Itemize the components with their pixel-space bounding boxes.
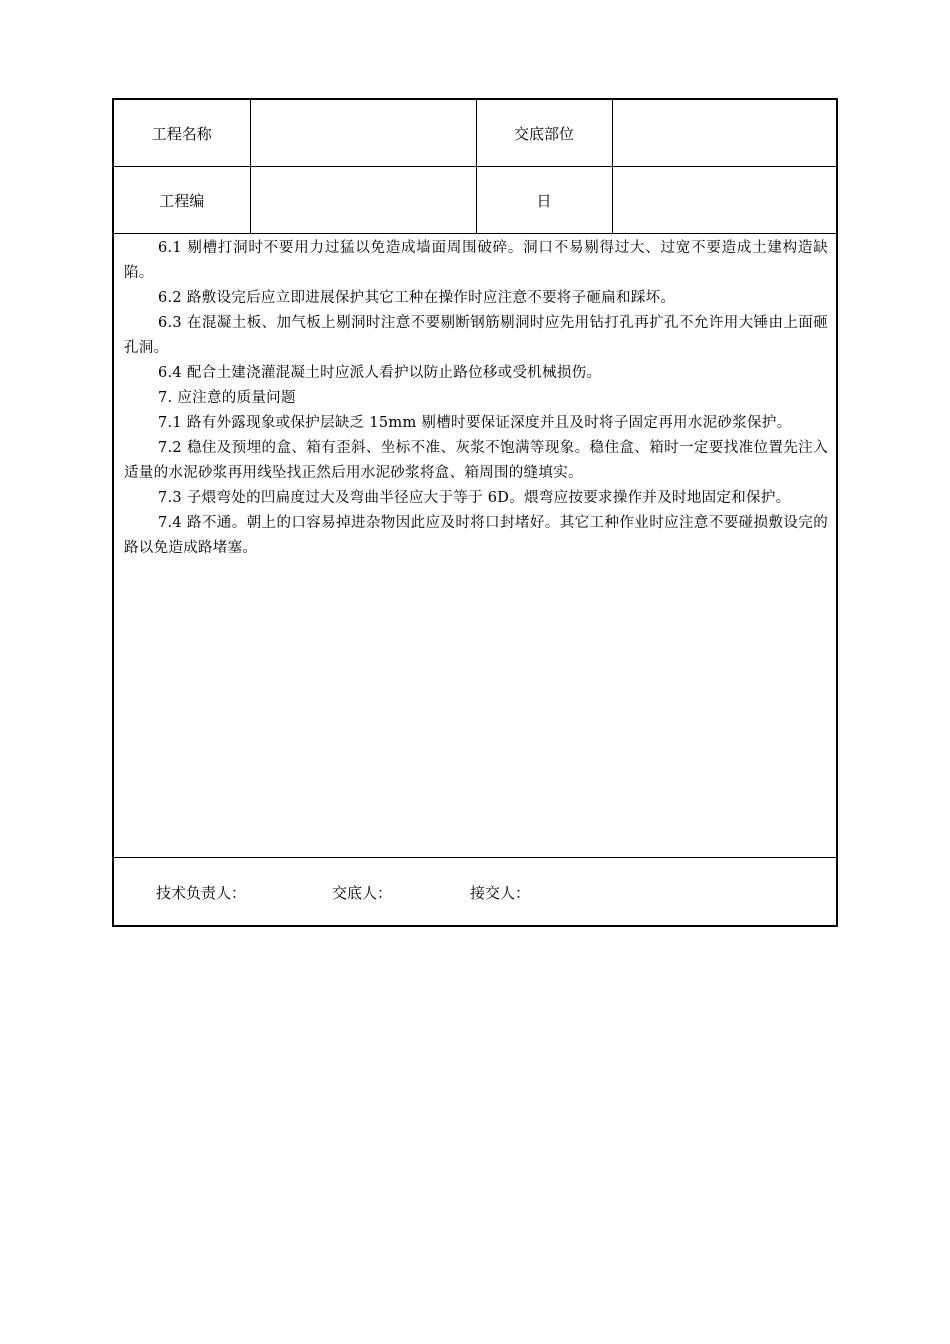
date-label: 日 [476,167,612,234]
handover-content [114,234,836,858]
section-heading: 7. 应注意的质量问题 [158,390,296,406]
receiver-label: 接交人： [470,884,531,902]
date-value [612,167,838,234]
project-name-value [250,100,476,167]
form-header-table [114,100,838,234]
handover-part-value [612,100,838,167]
handover-form [112,98,838,927]
header-row-1 [114,100,838,167]
content-paragraph: 6.2 路敷设完后应立即进展保护其它工种在操作时应注意不要将子砸扁和踩坏。 [158,290,676,306]
content-paragraph: 7.2 稳住及预埋的盒、箱有歪斜、坐标不准、灰浆不饱满等现象。稳住盒、箱时一定要找准位置先注入适量的水泥砂浆再用线坠找正然后用水泥砂浆将盒、箱周围的缝填实。 [124,440,828,481]
signature-row [114,858,836,926]
project-no-value [250,167,476,234]
content-paragraph: 6.4 配合土建浇灌混凝土时应派人看护以防止路位移或受机械损伤。 [158,365,602,381]
content-paragraph: 7.3 子煨弯处的凹扁度过大及弯曲半径应大于等于 6D。煨弯应按要求操作并及时地固定和保护。 [158,490,791,506]
tech-lead-label: 技术负责人： [156,884,247,902]
content-paragraph: 6.3 在混凝土板、加气板上剔洞时注意不要剔断钢筋剔洞时应先用钻打孔再扩孔不允许用大锤由上面砸孔洞。 [124,315,828,356]
content-paragraph: 7.1 路有外露现象或保护层缺乏 15mm 剔槽时要保证深度并且及时将子固定再用水泥砂浆保护。 [158,415,792,431]
content-paragraph: 6.1 剔槽打洞时不要用力过猛以免造成墙面周围破碎。洞口不易剔得过大、过宽不要造成土建构造缺陷。 [124,240,828,281]
discloser-label: 交底人： [332,884,393,902]
header-row-2 [114,167,838,234]
handover-part-label: 交底部位 [476,100,612,167]
project-no-label: 工程编 [114,167,250,234]
project-name-label: 工程名称 [114,100,250,167]
content-paragraph: 7.4 路不通。朝上的口容易掉进杂物因此应及时将口封堵好。其它工种作业时应注意不要碰损敷设完的路以免造成路堵塞。 [124,515,828,556]
